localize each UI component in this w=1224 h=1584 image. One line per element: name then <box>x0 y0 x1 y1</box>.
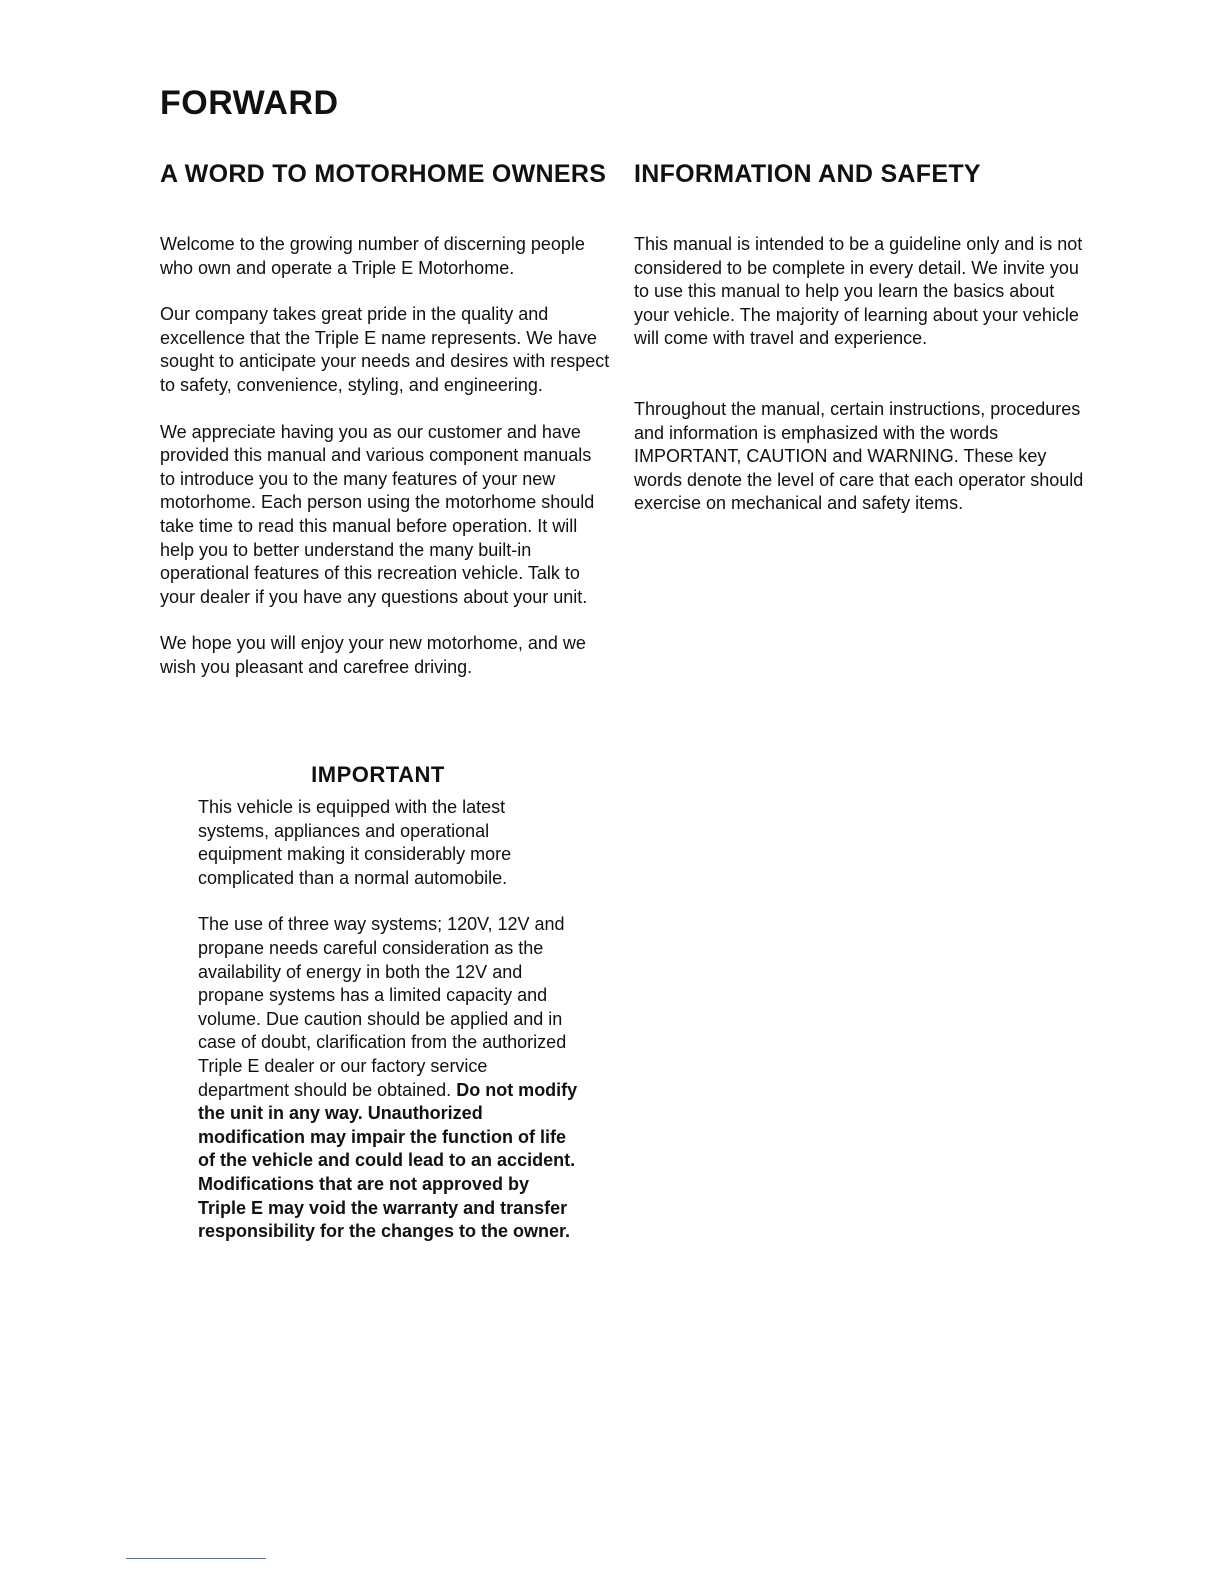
owners-heading: A WORD TO MOTORHOME OWNERS <box>160 160 607 188</box>
owners-paragraph: Our company takes great pride in the quality and excellence that the Triple E name represents. We have sought to anticipate your needs and desires with respect to safety, convenience, styling, and engineering. <box>160 304 610 395</box>
important-notice <box>198 762 578 1267</box>
owners-paragraph: Welcome to the growing number of discerning people who own and operate a Triple E Motorhome. <box>160 234 585 278</box>
owners-section <box>160 160 610 703</box>
owners-paragraph: We hope you will enjoy your new motorhome, and we wish you pleasant and carefree driving. <box>160 633 586 677</box>
important-plain-text: The use of three way systems; 120V, 12V and propane needs careful consideration as the availability of energy in both the 12V and propane systems has a limited capacity and volume. Due caution should be applied and in case of doubt, clarification from the authorized Triple E dealer or our factory service department should be obtained. <box>198 914 567 1100</box>
safety-paragraph: Throughout the manual, certain instructions, procedures and information is emphasized with the words IMPORTANT, CAUTION and WARNING. These key words denote the level of care that each operator should exercise on mechanical and safety items. <box>634 398 1084 514</box>
owners-paragraph: We appreciate having you as our customer and have provided this manual and various component manuals to introduce you to the many features of your new motorhome. Each person using the motorhome should take time to read this manual before operation. It will help you to better understand the many built-in operational features of this recreation vehicle. Talk to your dealer if you have any questions about your unit. <box>160 421 595 607</box>
page-title: FORWARD <box>160 84 339 122</box>
important-paragraph <box>198 913 578 1243</box>
safety-section <box>634 160 1084 539</box>
footer-rule <box>126 1558 266 1559</box>
important-bold-warning: Do not modify the unit in any way. Unauthorized modification may impair the function of life of the vehicle and could lead to an accident. Modifications that are not approved by Triple E may void the warranty and transfer responsibility for the changes to the owner. <box>198 1079 578 1242</box>
important-paragraph: This vehicle is equipped with the latest systems, appliances and operational equipment making it considerably more complicated than a normal automobile. <box>198 797 512 888</box>
important-heading: IMPORTANT <box>311 762 445 787</box>
safety-heading: INFORMATION AND SAFETY <box>634 160 981 188</box>
safety-paragraph: This manual is intended to be a guideline only and is not considered to be complete in every detail. We invite you to use this manual to help you learn the basics about your vehicle. The majority of learning about your vehicle will come with travel and experience. <box>634 234 1083 349</box>
